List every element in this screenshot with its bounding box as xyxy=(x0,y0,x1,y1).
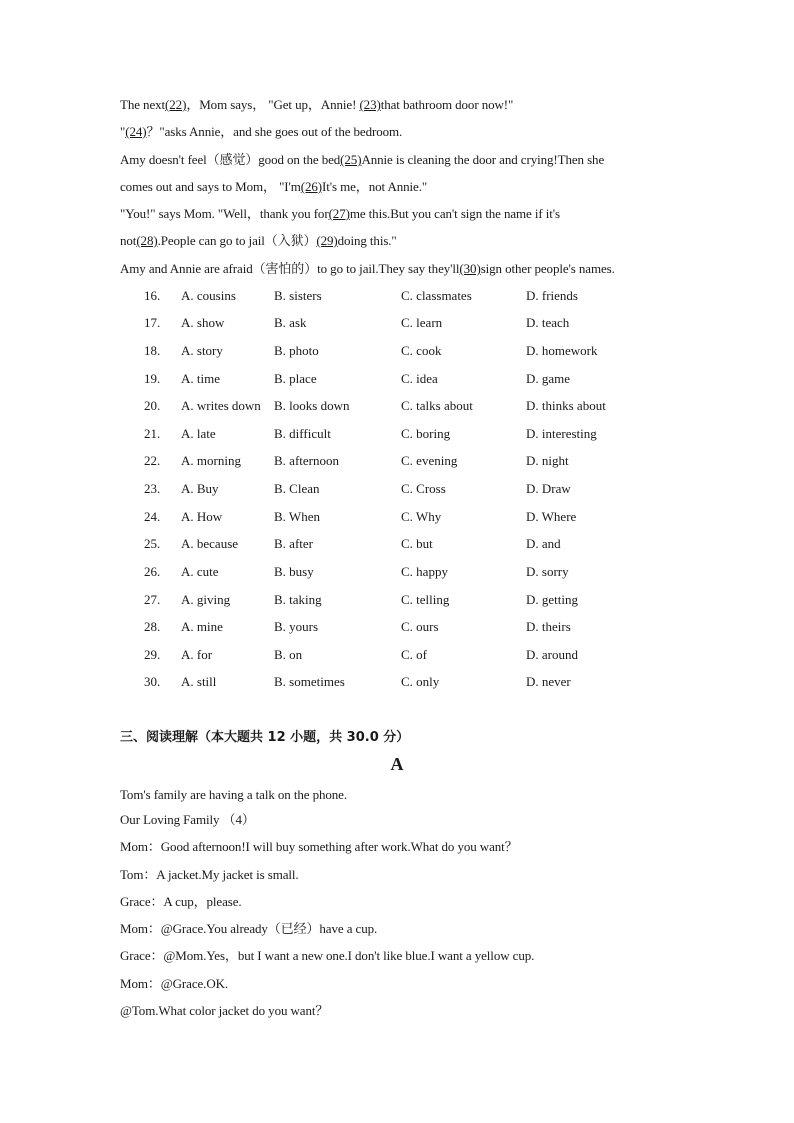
question-number: 29. xyxy=(144,647,161,662)
option-a[interactable]: A. still xyxy=(181,674,217,689)
question-row xyxy=(0,453,794,469)
blank-27: (27) xyxy=(328,206,350,221)
question-row xyxy=(0,288,794,304)
passage-line: Tom's family are having a talk on the phone. xyxy=(120,787,347,802)
question-row xyxy=(0,371,794,387)
option-c[interactable]: C. ours xyxy=(401,619,439,634)
cloze-line: "(24)？"asks Annie，and she goes out of the bedroom. xyxy=(120,124,403,139)
cloze-line: not(28).People can go to jail（入狱）(29)doing this." xyxy=(120,233,397,248)
question-row xyxy=(0,426,794,442)
section-title: 三、阅读理解（本大题共 12 小题，共 30.0 分） xyxy=(120,730,410,745)
question-row xyxy=(0,592,794,608)
option-d[interactable]: D. game xyxy=(526,371,571,386)
option-b[interactable]: B. photo xyxy=(274,343,319,358)
question-number: 17. xyxy=(144,315,161,330)
option-c[interactable]: C. happy xyxy=(401,564,448,579)
option-d[interactable]: D. sorry xyxy=(526,564,569,579)
question-number: 20. xyxy=(144,398,161,413)
option-c[interactable]: C. of xyxy=(401,647,427,662)
option-c[interactable]: C. idea xyxy=(401,371,438,386)
option-c[interactable]: C. evening xyxy=(401,453,458,468)
question-number: 27. xyxy=(144,592,161,607)
option-c[interactable]: C. cook xyxy=(401,343,442,358)
blank-30: (30) xyxy=(459,261,481,276)
passage-line: Our Loving Family （4） xyxy=(120,812,255,827)
option-a[interactable]: A. giving xyxy=(181,592,231,607)
cloze-line: "You!" says Mom. "Well，thank you for(27)me this.But you can't sign the name if it's xyxy=(120,206,560,221)
option-b[interactable]: B. sisters xyxy=(274,288,322,303)
option-a[interactable]: A. Buy xyxy=(181,481,219,496)
option-a[interactable]: A. mine xyxy=(181,619,223,634)
option-b[interactable]: B. ask xyxy=(274,315,307,330)
cloze-line: The next(22)，Mom says， "Get up，Annie! (23)that bathroom door now!" xyxy=(120,97,514,112)
option-a[interactable]: A. time xyxy=(181,371,220,386)
question-number: 22. xyxy=(144,453,161,468)
question-number: 19. xyxy=(144,371,161,386)
blank-24: (24) xyxy=(125,124,147,139)
passage-line: Grace：A cup，please. xyxy=(120,894,242,909)
question-row xyxy=(0,536,794,552)
option-b[interactable]: B. taking xyxy=(274,592,322,607)
option-b[interactable]: B. When xyxy=(274,509,320,524)
question-row xyxy=(0,674,794,690)
option-d[interactable]: D. teach xyxy=(526,315,570,330)
cloze-line: Amy and Annie are afraid（害怕的）to go to jail.They say they'll(30)sign other people's names. xyxy=(120,261,615,276)
option-d[interactable]: D. night xyxy=(526,453,569,468)
question-number: 25. xyxy=(144,536,161,551)
option-c[interactable]: C. boring xyxy=(401,426,451,441)
passage-line: Mom：@Grace.OK. xyxy=(120,976,229,991)
option-b[interactable]: B. place xyxy=(274,371,317,386)
blank-25: (25) xyxy=(340,152,362,167)
option-b[interactable]: B. sometimes xyxy=(274,674,345,689)
option-c[interactable]: C. learn xyxy=(401,315,443,330)
option-b[interactable]: B. busy xyxy=(274,564,314,579)
option-a[interactable]: A. for xyxy=(181,647,213,662)
passage-title: A xyxy=(390,754,404,774)
option-d[interactable]: D. getting xyxy=(526,592,578,607)
question-number: 24. xyxy=(144,509,161,524)
option-b[interactable]: B. difficult xyxy=(274,426,331,441)
option-c[interactable]: C. Why xyxy=(401,509,442,524)
option-c[interactable]: C. but xyxy=(401,536,433,551)
option-a[interactable]: A. writes down xyxy=(181,398,261,413)
option-c[interactable]: C. Cross xyxy=(401,481,446,496)
option-b[interactable]: B. after xyxy=(274,536,313,551)
blank-26: (26) xyxy=(300,179,323,194)
option-d[interactable]: D. never xyxy=(526,674,571,689)
option-a[interactable]: A. cute xyxy=(181,564,219,579)
question-number: 30. xyxy=(144,674,161,689)
option-a[interactable]: A. late xyxy=(181,426,216,441)
option-c[interactable]: C. telling xyxy=(401,592,450,607)
option-a[interactable]: A. story xyxy=(181,343,223,358)
option-a[interactable]: A. show xyxy=(181,315,225,330)
passage-line: @Tom.What color jacket do you want？ xyxy=(120,1003,329,1018)
blank-28: (28) xyxy=(136,233,158,248)
question-row xyxy=(0,315,794,331)
option-d[interactable]: D. around xyxy=(526,647,578,662)
option-b[interactable]: B. afternoon xyxy=(274,453,339,468)
option-d[interactable]: D. homework xyxy=(526,343,598,358)
passage-line: Mom：@Grace.You already（已经）have a cup. xyxy=(120,921,378,936)
option-d[interactable]: D. interesting xyxy=(526,426,597,441)
question-row xyxy=(0,398,794,414)
option-d[interactable]: D. thinks about xyxy=(526,398,606,413)
blank-22: (22) xyxy=(165,97,187,112)
option-c[interactable]: C. talks about xyxy=(401,398,473,413)
option-d[interactable]: D. theirs xyxy=(526,619,571,634)
option-a[interactable]: A. because xyxy=(181,536,239,551)
option-c[interactable]: C. only xyxy=(401,674,440,689)
question-number: 21. xyxy=(144,426,161,441)
question-row xyxy=(0,343,794,359)
question-number: 23. xyxy=(144,481,161,496)
question-number: 26. xyxy=(144,564,161,579)
option-d[interactable]: D. Where xyxy=(526,509,577,524)
option-d[interactable]: D. friends xyxy=(526,288,578,303)
question-number: 28. xyxy=(144,619,161,634)
question-number: 18. xyxy=(144,343,161,358)
blank-23: (23) xyxy=(359,97,381,112)
option-c[interactable]: C. classmates xyxy=(401,288,472,303)
option-d[interactable]: D. and xyxy=(526,536,561,551)
option-b[interactable]: B. on xyxy=(274,647,303,662)
question-row xyxy=(0,564,794,580)
passage-line: Mom：Good afternoon!I will buy something after work.What do you want？ xyxy=(120,839,518,854)
passage-line: Grace：@Mom.Yes，but I want a new one.I don't like blue.I want a yellow cup. xyxy=(120,948,535,963)
question-row xyxy=(0,509,794,525)
question-row xyxy=(0,619,794,635)
option-a[interactable]: A. How xyxy=(181,509,223,524)
cloze-line: comes out and says to Mom， "I'm(26)It's me，not Annie." xyxy=(120,179,428,194)
option-a[interactable]: A. morning xyxy=(181,453,241,468)
question-number: 16. xyxy=(144,288,161,303)
option-d[interactable]: D. Draw xyxy=(526,481,571,496)
blank-29: (29) xyxy=(316,233,338,248)
question-row xyxy=(0,647,794,663)
option-b[interactable]: B. Clean xyxy=(274,481,320,496)
option-a[interactable]: A. cousins xyxy=(181,288,236,303)
passage-line: Tom：A jacket.My jacket is small. xyxy=(120,867,299,882)
cloze-line: Amy doesn't feel（感觉）good on the bed(25)Annie is cleaning the door and crying!Then she xyxy=(120,152,605,167)
question-row xyxy=(0,481,794,497)
option-b[interactable]: B. yours xyxy=(274,619,319,634)
option-b[interactable]: B. looks down xyxy=(274,398,350,413)
